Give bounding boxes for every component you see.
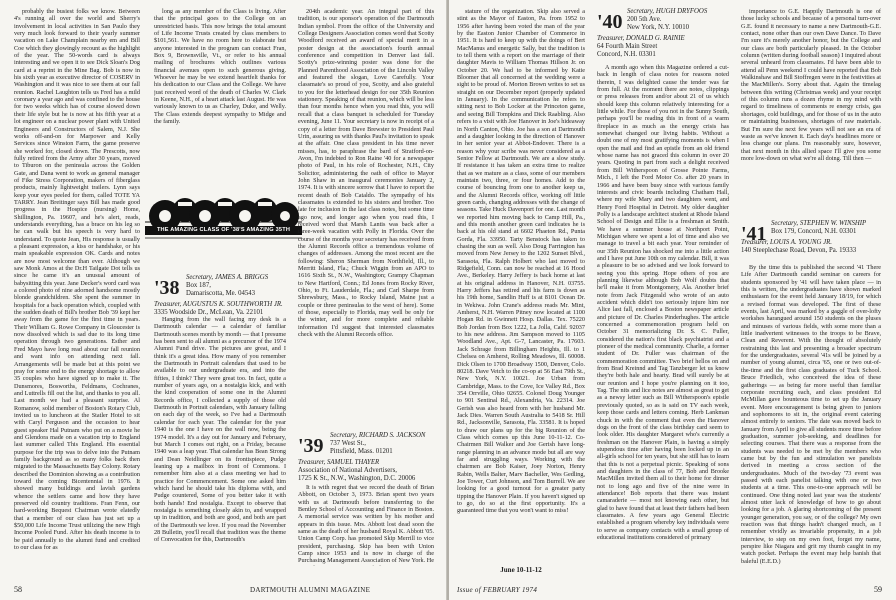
class-40-secretary: Secretary, HUGH DRYFOOS [627, 8, 708, 15]
class-41-addr2: 140 Steeplechase Road, Devon, Pa. 19333 [741, 247, 857, 254]
right-page [449, 0, 896, 600]
class-39-addr1: 737 West St., [330, 440, 366, 447]
logo-caption: THE AMAZING CLASS OF '38'S AMAZING 35TH [156, 227, 291, 233]
class-38-header [154, 274, 288, 317]
column-3-bottom-text: It is with regret that we record the death of Brian Abbott, on October 3, 1973. Brian spent two years with us at Dartmouth before transferring to the Bentley School of Accounting and Finance in Boston. A memorial service was written by his mother and appears in this issue. Mrs. Abbott lost dead soon the same as the death of her husband Royal K. Abbott '05. Union Camp Corp. has promoted Skip Merrill to vice president, purchasing. Skip has been with Union Camp since 1953 and is now in charge of the Purchasing Management Association of New York. He [298, 484, 434, 565]
class-40-header [597, 8, 737, 59]
class-38-logo-banner [145, 180, 302, 264]
class-41-year: '41 [741, 223, 767, 245]
column-2-bottom [154, 316, 286, 566]
column-3-bottom [298, 484, 434, 566]
class-39-secretary: Secretary, RICHARD S. JACKSON [330, 432, 426, 439]
issue-footer: Issue of FEBRUARY 1974 [457, 586, 538, 594]
left-page [0, 0, 447, 600]
class-38-addr1: Box 187, [186, 282, 211, 289]
column-2-bottom-text: Hanging from the wall facing my desk is a Dartmouth calendar — a calendar of familiar Dartmouth scenes month by month — that I presume has been sent to all alumni as a precursor of the 1974 Alumni Fund drive. The pictures are great, and I think it's a great idea. How many of you remember the Dartmouth in Portrait calendars that used to be available to our undergraduate era, and into the fifties, I think? They were great too. In fact, quite a number of years ago, on a nostalgia kick, and with the kind cooperation of some one in the Alumni Records office, I collected a supply of those old Dartmouth in Portrait calendars, with January falling on each day of the week, so I've had a Dartmouth calendar for each year. The calendar for the year 1940 is the one I have on the wall now, being the 1974 model. It's a day out for January and February, but March I comes out right, on a Friday, because 1940 was a leap year. That calendar has Bean Strong and Dean Neidlinger on its frontispiece, Pudge leaning up a mailbox in front of Commons. I remember him also at a class meeting we had to practice for Commencement. Some one asked him which hand he should take his diploma with, and Pudge countered, Some of you better take it with both hands! End nostalgia. Except to observe that nostalgia is something closely akin to, and wrapped up in tradition, and both are good, and both are part of the Dartmouth we love. If you read the November 28 Bulletin, you'll recall that tradition was the theme of Convocation for this, Dartmouth's [154, 316, 286, 544]
page-number-left: 58 [14, 585, 22, 594]
class-40-addr3: 64 Fourth Main Street [597, 43, 658, 50]
column-4 [457, 8, 585, 578]
column-1-text: probably the busiest folks we know. Between 4's running all over the world and Sherry's involvement in local activities in San Paulo they very much look forward to their yearly summer vacation on Lake Champlain nearby em and Bill Coe which they glowingly recount as the highlight of the year. The 50-words card is always interesting and we open it to see Dick Sloan's Dog card at a reprint in the Mine Bag. Bob is now in his sixth year as executive director of COSERV in Washington and it was nice to see them at our fall reunion. Rachel Laughton tells us Fred has a mild coronary a year ago and was confined to the house for two weeks which has of course slowed down their life style but he is now at his fifth year at a lot engineer on a nuclear power plant with United Engineers and Constructors of Salem, N.J. She works off-and-on for Marpower and Kelly Services since Winston Farm, the game preserve she worked for, closed down. The Prescotts, now fully retired from the Army after 30 years, moved to Tiburon on the peninsula across the Golden Gate, and Dana went to work as general manager of Fike Stress Corporation, makers of fiberglass products, mainly lightweight trailers. Lynn says keep your eyes peeled for them, called TOTE YA TARRY. Jean Breitinger says Bill has made good progress in the Hospice (nursing) Home, Shillington, Pa. 19607, and he's alert, reads, understands everything, has a brace on his leg so he can walk but his speech is very hard to understand. To quote Jean, His response is usually a pleasant expression, a kiss or handshake, or his main speakable expression OK. Cards and notes are now most welcome than ever. Although we saw Monk Amos at the Dr.H Tailgate Dot tells us since he came it's an unusual amount of babysitting this year. Jane Decker's word card was a colored photo of nine adorned handsome mostly blonde grandchildren. She spent the summer in hospitals for a back operation which, coupled with the sudden death of Bill's brother Bob '39 kept her away from the game for the first time in years. Their William G. Rowe Company in Gloucester is now dissolved which is sad due to its long time operation through two generations. Esther and Fred Mayo have long read about our fall reunion and want info on attending next fall. Arrangements will be made but at this point we pray for some end to the energy shortage to allow 35 couples who have signed up to make it. The Dunsmores, Bosworths, Feldmans, Cochranes, and Luttrells fill out the list, and thanks to you all. Last month we had a pleasant surprise. Al Romanow, solid member of Boston's Rotary Club, invited us to luncheon at the Statler Hotel to sit with Caryl Ferguson and the occasion to hear guest speaker Hal Putnam who put on a movie he and Glendora made on a vacation trip to England last summer called This England. His essential purpose for the trip was to delve into the Putnam family background as so many folks back then migrated to the Massachusetts Bay Colony. Rotary described the Dominion showing as a contribution toward the coming Bicentennial in 1976. It showed many buildings and lavish gardens whence the settlers came and how they have preserved old country traditions. Fran Fenn, our hard-working Bequest Chairman wrote elatedly that a member of our class has just set up a $50,000 Life Income Trust utilizing the new High Income Pooled Fund. After his death income is to be paid annually to the alumni fund and credited to our class for as [14, 8, 140, 552]
column-5 [597, 64, 729, 576]
class-39-year: '39 [298, 435, 324, 457]
magazine-footer: DARTMOUTH ALUMNI MAGAZINE [250, 586, 371, 594]
class-38-secretary: Secretary, JAMES A. BRIGGS [186, 274, 269, 281]
class-39-addr4: 1725 K St., N.W., Washington, D.C. 20006 [298, 475, 416, 482]
class-40-treasurer: Treasurer, DONALD G. RAINIE [597, 35, 685, 42]
class-41-addr1: Box 179, Concord, N.H. 03301 [771, 228, 857, 235]
class-39-treasurer: Treasurer, SAMUEL THAYER [298, 459, 380, 466]
column-6-top-text: importance to G.E. Happily Dartmouth is one of those lucky schools and because of a personal turn-over G.E. found it necessary to name a new Dartmouth-G.E. contact, none other than our own Dave Dance. To Dave I'm sure it's merely another honor, but the College and our class are both particularly pleased. In the October column (written during football season) I inquired about several unheard from classmates. I'd have been able to attend all Penn weekend I could have reported that Bob Walkinshaw and Bill Stoffregen were in the festivities at the MacMillen's. Sorry about that. Again the timelag between this writing (Christmas week) and your receipt of this column runs a dozen rhyme in my mind with regard to timeliness of comments re energy crisis, gas shortages, cold buildings, and for those of us in the auto or maintaining businesses, shortages of raw materials. But I'm sure the next few years will not see an era of waste as we've known it. Each day's headlines more or less change our plans. I'm reasonably sure, however, that next month in this allied space I'll give you some more low-down on what we're all doing. Till then — [741, 8, 881, 162]
column-6-bottom-text: By the time this is published the second '41 There Life After Dartmouth candid seminar on careers for students sponsored by '41 will have taken place — in this is written, the undergraduates have shown marked enthusiasm for the event held January 18/19, for which a revised format was developed. The first of these events, last April, was marked by a gaggle of over-lofty workshes harangued around 150 students on the pluses and minuses of various fields, with some more than a little inadvertent witnesses to the troops to be Brave, Clean and Reverent. With the thought of absolutely restraining this last and presenting a broader spectrum for the undergraduates, several '41s will be joined by a number of young alumni, circa '65, one or two out-of-the-time and the first class graduates of Tuck School. Bruce Friedlich, who conceived the idea of these gatherings — as being far more useful than familiar corporate recruiting each, and class president Ed McMillan gave bounteous time to set up the January event. More encouragement is being given to juniors and sophomores to sit in, the original event catering almost entirely to seniors. The date was moved back to January from April to give all students more time before graduation, summer job-seeking, and deadlines for selecting courses. That there was a response from the students was needed to be met by the members who came but by the fun and stimulation we panelists derived in meeting a cross section of the undergraduates. Much of the two-day '73 event was passed with each panelist talking with one or two students at a time. This one-to-one approach will be continued. One thing noted last year was the students' almost utter lack of knowledge of how to go about looking for a job. A glaring shortcoming of the present younger generation, you say, or of the college? My own reaction was that things hadn't changed much, as I remember vividly as invariable propensity, in a job interview, to step on my own foot, forget my name, perspire like Niagara and grit my thumb caught in my watch pocket. Perhaps the event may help banish that baleful (E.E.D.) [741, 264, 881, 565]
class-38-treasurer: Treasurer, AUGUSTUS K. SOUTHWORTH JR. [154, 301, 283, 308]
class-40-year: '40 [597, 11, 623, 33]
class-41-secretary: Secretary, STEPHEN W. WINSHIP [771, 220, 867, 227]
column-6-bottom [741, 264, 881, 576]
column-3-text: 204th academic year. An integral part of this tradition, is our sponsor's operation of the Dartmouth Indian symbol. From the office of the University and College Designers Association comes word that Scotty Woodford received an award of special merit in a poster design at the association's fourth annual conference and competition in Denver last fall. Scotty's prize-winning poster was done for the Planned Parenthood Association of the Lincoln Valley and featured the slogan, Love Carefully. Your classmate's so proud of you, Scotty, and also grateful to you for the letterhead design for our 35th Reunion stationery. Speaking of that reunion, which will be less than four months hence when you read this, you will recall that a class banquet is scheduled for Tuesday evening, June 11. Your secretary is now in receipt of a copy of a letter from Dave Brewster to President Paul Urin, assuring us with thanks Paul's invitation to speak at the affair. One class president in his time never misses, has, to paraphrase the bard of Stratford-on-Avon, I'm indebted to Ron Raine '40 for a newspaper photo of Paul, in his role of Rochester, N.H., City Solicitor, administering the oath of office to Mayor John Shaw in an inaugural ceremonies January 2, 1974. It is with sincere sorrow that I have to report the recent death of Bob Cataldo. The sympathy of his classmates is extended to his sisters and brother. Too late for inclusion in the last class notes, but some time ago now, and longer ago when you read this, I received word that Marsh Lantis was back after a three-week vacation with Polly in Florida. Over the course of the months your secretary has received from the Alumni Records office a tremendous volume of changes of addresses. Among the most recent are the following: Sheron Sherman from Northfield, Ill., to Merritt Island, Fla.; Chuck Wiggin from an APO to 1616 Sixth St., N.W., Washington; Grampy Chapman to New Hartford, Conn.; Ed Jones from Rocky River, Ohio, to Ft. Lauderdale, Fla.; and Carl Sharpe from Shrewsbury, Mass., to Rocky Island, Maine just a couple or three peninsulas to the west of here). Some of those, especially to Florida, may well be only for the winter, and for more complete and reliable information I'd suggest that interested classmates check with the Alumni Records office. [298, 8, 434, 339]
column-5-text: A month ago when this Magazine ordered a cut-back in length of class notes for reasons noted therein, I was delighted cause the tender was far from full. At the moment there are notes, clippings or press releases from and/or about 21 of us which should keep this column relatively interesting for a little while. For those of you not in the Sunny South, perhaps you'll be reading this in front of a warm fireplace in as much as the energy crisis has somewhat changed our living habits. Without a doubt one of my most gratifying moments is when I open the mail and find an epistle from an old friend whose name has not graced this column in over 20 years. Quoting in part from such a delight received from Bill Witherspoon of Grosse Pointe Farms, Mich., I left the Ford Motor Co. after 20 years in 1966 and have been busy since with various family interests and civic boards including Chatham Hall, where my wife Mary and two daughters went, and Henry Ford Hospital in Detroit. My older daughter Polly is a landscape architect student at Rhode Island School of Design and Ellie is a freshman at Smith. We have a summer house at Northport Point, Michigan where we spent a lot of time and also we manage to travel a bit each year. Your reminder of our 35th Reunion has shocked me into a little action and I have put June 10th on my calendar. Bill, it was a pleasure to be so advised and we look forward to seeing you this spring. Hope others of you are planning likewise although Bob Wolf doubts that he'll make it from Montgomery, Ala. Another brief note from Jack Fitzgerald who wrote of an auto accident which didn't too seriously injure him nor Alice last fall, enclosed a Boston newspaper article and picture of Dr. Charles Pinderhughes. The article concerned a commemoration program held on October 31 memorializing Dr. S. C. Fuller, considered the nation's first black psychiatrist and a pioneer of the medical community. Charlie, a former student of Dr. Fuller was chairman of the commemoration committee. Two brief hellos on and from Brad Kreinnd and Tag Tanzberger let us know they're both hale and hearty. Brad will surely be at our reunion and I hope you're planning on it too, Tag. The nits and lice notes are almost as great to get as a newsy letter such as Bill Witherspoon's epistle previously quoted, so as is said on TV each week, keep those cards and letters coming. Herb Lankman chuck in with the comment that even the Hanover dogs on the front of the class birthday card seem to look older. His daughter Margaret who's currently a freshman on the Hanover Plain, is having a simply stupendous time after having been locked up in an all-girls school for ten years, but she still has to learn that this is not a perpetual picnic. Speaking of sons and daughters in the class of 77, Bob and Brooke MacMillen invited them all to their home for dinner not to long ago and five of the nine were in attendance! Bob reports that there was instant camaraderie — most not knowing each other, but glad to have found that at least their fathers had been classmates. A few years ago General Electric established a program whereby key individuals were to serve as company contacts with a small group of educational institutions considered of primary [597, 64, 729, 541]
class-39-header [298, 432, 434, 483]
column-1 [14, 8, 140, 573]
column-3 [298, 8, 434, 428]
column-2-top-text: long as any member of the Class is living. After that the principal goes to the College on an unrestricted basis. This now brings the total amount of Life Income Trusts created by class members to $101,561. We have no room here to elaborate but anyone interested in the program can contact Fran, Box 9, Brownsville, Vt., or refer to his annual mailing of brochures which outlines various financial avenues open to such generous giving. Whoever he may be we extend heartfelt thanks for his dedication to our Class and the College. We have just received word of the death of Charles W. Clark in Keene, N.H., of a heart attack last August. He was variously known to us as Charley, Duke, and Welly. The Class extends deepest sympathy to Midge and the family. [154, 8, 286, 126]
reunion-dates: June 10-11-12 [500, 566, 542, 574]
class-40-addr1: 200 5th Ave. [627, 16, 662, 23]
column-2-top [154, 8, 286, 174]
class-38-addr2: Damariscotta, Me. 04543 [186, 290, 256, 297]
class-40-addr4: Concord, N.H. 03301 [597, 51, 656, 58]
class-41-treasurer: Treasurer, LOUIS A. YOUNG JR. [741, 239, 832, 246]
class-38-addr3: 3335 Woodside Dr., McLean, Va. 22101 [154, 309, 264, 316]
column-4-text: stature of the organization. Skip also served a stint as the Mayor of Easton, Pa. from 1952 to 1956 after having been voted the man of the year by the Easton Junior Chamber of Commerce in 1951. It is hard to keep up with the doings of Bert MacManus and energetic Sally, but the tradition is to tell them with a report on the marriage of their daughter Mavis to William Thomas Hillson Jr. on October 20. We had to be informed by Katie Bloomer that all concerned at the wedding were a sight to be proud of. Morton Brown writes to set us straight on our December report (properly updated in January). In the communication he refers to sitting next to Bob Locker at the Princeton game, and seeing Bill Tompkins and Dick Raabling. Also refers to a visit with Joe Hanover in Joe's hideaway in North Canton, Ohio. Joe has a son at Dartmouth and a daughter looking in the direction of Hanover in her senior year at Abbot-Endover. There is a reason why your scribe was never considered as a Senior Fellow at Dartmouth. We are a slow study. If resistance it has taken an extra time to realize that as we mature as a class, some of our members maintain two, three, or four homes. Add to the course of bouncing from one to another keep us, and the Alumni Records office, working off little green cards, changing addresses with the change of seasons. Take Huck Davenport for one. Last month we reported him moving back to Camp Hill, Pa., and this month another green card indicates he is back at his old stand at 6602 Phaeton Rd., Punta Gorda, Fla. 33950. Tarty Benstock has taken to chasing the sun as well. Also Doug Farrington has moved from New Jersey to the 1202 Sunset Blvd., Sarasota, Fla. Ralph Holbert who last moved to Ridgefield, Conn. can now be reached at 16 Hood Ave., Berkeley. Harry Jeffery is back home at last at his original address in Hanover, N.H. 03755. Harry Jeffers has retired and his farm is down as his 19th home, Sandlin Huff is at 8101 Ocean Dr. in Wekiwa. John Crane's address reads Mr. Mint, Amherst, N.H. Warren Pitney now located at 1100 Hogan Rd. in Gwinnett Hosp. Dallas. Tex. 75220 Bob Jordan from Box 1222, La Jolla, Calif. 92037 to his new address. Jim Sampson moved to 1105 Woodland Ave., Apt. G-7, Lancaster, Pa. 17603. Jack Schrage from Billingham Heights, Ill. to 1 Chelsea on Amherst, Rolling Meadows, Ill. 60008. Dick Olsen to 1700 Broadway 1500, Denver, Colo. 80218. Dave Vetch to the co-op at 56 East 79th St., New York, N.Y. 10021. Joe Urban from Cambridge, Mass. to the Cove, Ice Valley Rd., Box 354 Orrville, Ohio 02655. Colonel Doug Younger to 901 Sentinal Rd., Alexandria, Va. 22314. Joe Gerish was also heard from with her husband Mr. Jack Dies. Warren South Australia to 5418 Sr. Hill Rd., Jacksonville, Sarasota, Fla. 33581. It is hoped to draw our plans up for the big Reunion of the Class which comes up this June 10-11-12. Co-Chairmen Bill Walker and Joe Gerish have long-range planning in an advance mode but all are way far and struggling ways. Working with the chairmen are Bob Kaiser, Joey Norton, Henry Rabin, Wells Balter, Marv Bacheller, Wes Gedling, Joe Tower, Curt Johnson, and Tom Burrell. We are looking for a good turnout for a greater party tipping the Hanover Plain. If you haven't signed up to go, do so at the first opportunity. It's a guaranteed time that you won't want to miss! [457, 8, 585, 515]
class-39-addr3: Association of National Advertisers, [298, 467, 397, 474]
class-39-addr2: Pittsfield, Mass. 01201 [330, 448, 393, 455]
page-number-right: 59 [874, 585, 882, 594]
column-6-top [741, 8, 881, 208]
class-40-addr2: New York, N.Y. 10010 [627, 24, 689, 31]
class-41-header [741, 220, 881, 255]
amazing-class-logo-icon [145, 180, 302, 264]
class-38-year: '38 [154, 277, 180, 299]
